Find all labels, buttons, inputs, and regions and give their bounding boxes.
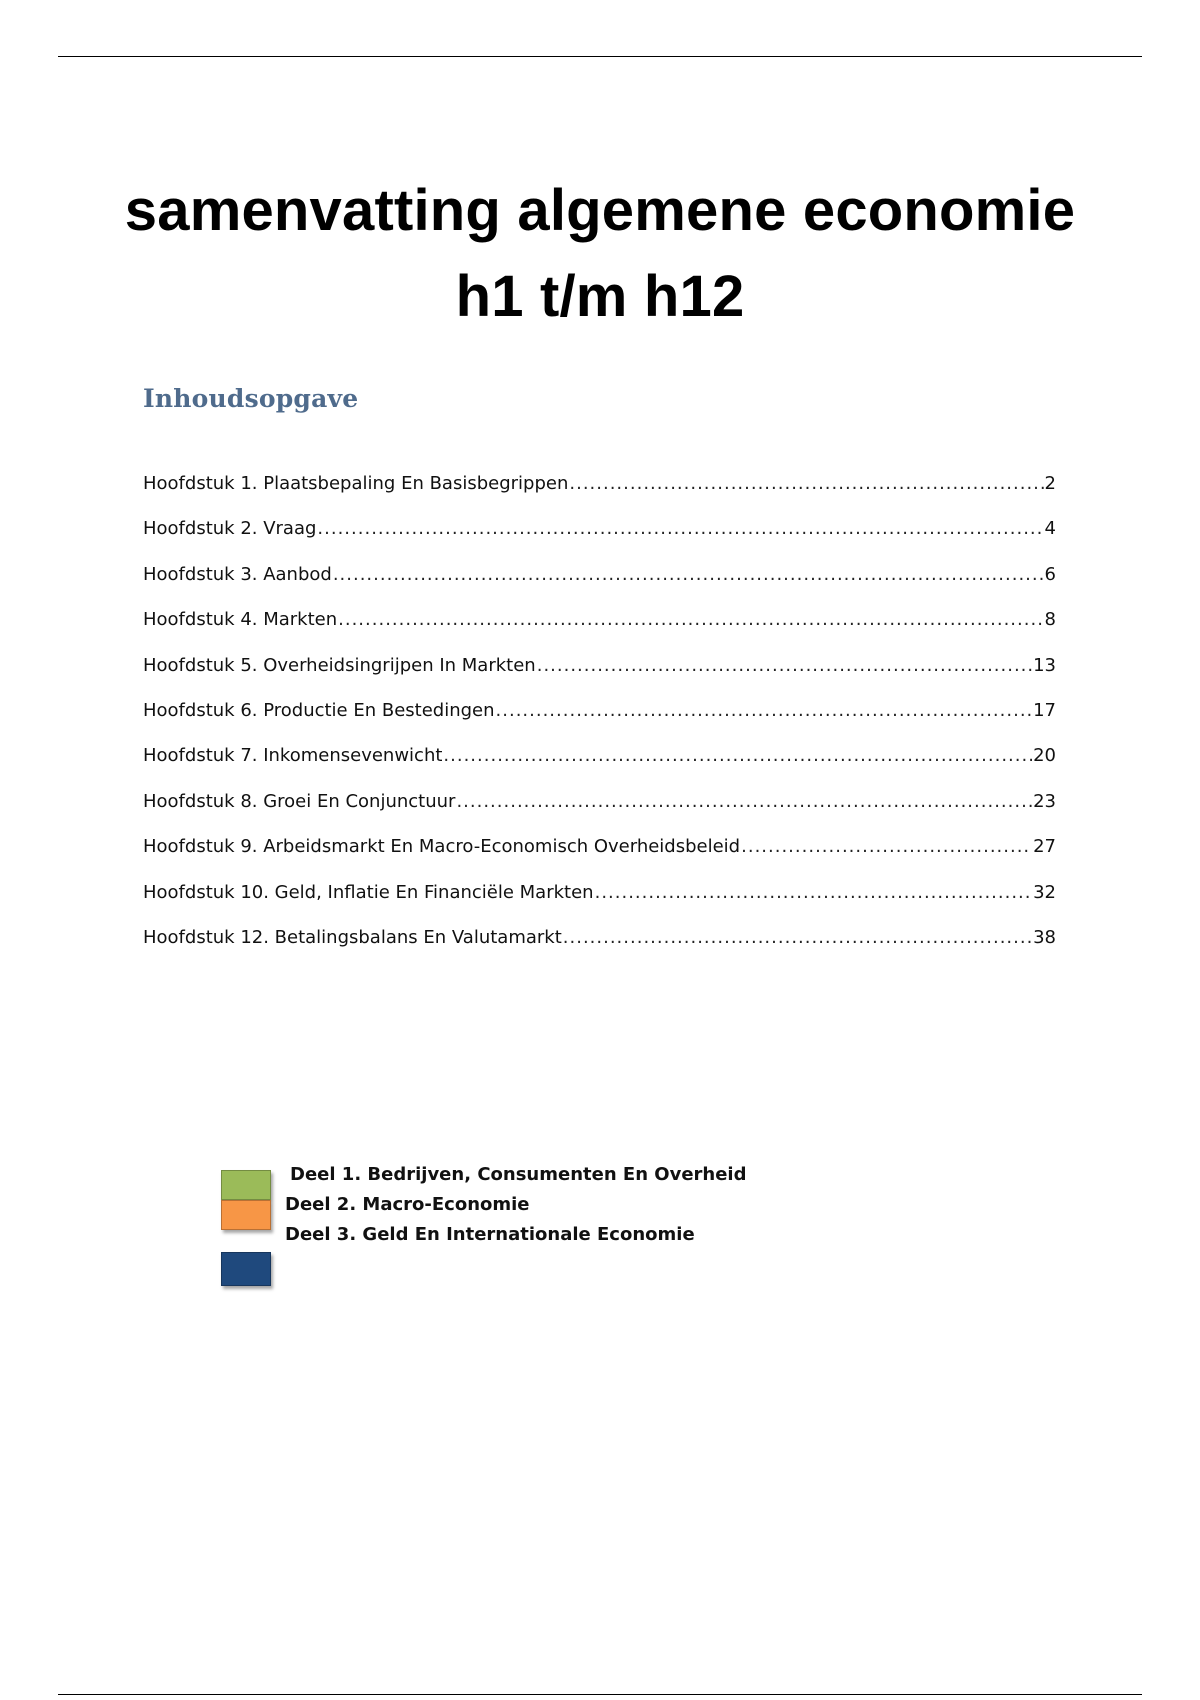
toc-entry-label: Hoofdstuk 10. Geld, Inflatie En Financiële Markten (143, 881, 594, 903)
header-rule (58, 56, 1142, 57)
toc-entry-label: Hoofdstuk 3. Aanbod (143, 563, 332, 585)
toc-dot-leader (333, 561, 1044, 589)
toc-entry-page-number: 27 (1033, 836, 1056, 858)
toc-entry-page-number: 32 (1033, 881, 1056, 903)
toc-entry-page-number: 20 (1033, 745, 1056, 767)
legend-swatch-deel-2 (221, 1200, 271, 1230)
toc-entry[interactable] (143, 742, 1056, 770)
toc-dot-leader (563, 924, 1032, 952)
toc-entry-page-number: 6 (1044, 563, 1056, 585)
toc-entry-label: Hoofdstuk 12. Betalingsbalans En Valutamarkt (143, 927, 562, 948)
toc-entry-page-number: 4 (1044, 518, 1056, 540)
toc-entry[interactable] (143, 606, 1056, 634)
toc-entry-label: Hoofdstuk 6. Productie En Bestedingen (143, 700, 495, 721)
toc-dot-leader (443, 742, 1032, 770)
document-title (60, 168, 1140, 340)
toc-entry[interactable] (143, 697, 1056, 725)
toc-entry[interactable] (143, 470, 1056, 498)
legend-swatch-deel-3 (221, 1252, 271, 1286)
toc-dot-leader (537, 652, 1032, 680)
legend-label-deel-3: Deel 3. Geld En Internationale Economie (285, 1224, 695, 1245)
toc-heading: Inhoudsopgave (143, 384, 359, 413)
toc-dot-leader (496, 697, 1033, 725)
toc-entry[interactable] (143, 652, 1056, 680)
toc-entry-label: Hoofdstuk 9. Arbeidsmarkt En Macro-Economisch Overheidsbeleid (143, 836, 741, 858)
toc-entry[interactable] (143, 788, 1056, 816)
toc-dot-leader (741, 833, 1032, 861)
toc-dot-leader (317, 515, 1043, 543)
toc-entry-label: Hoofdstuk 5. Overheidsingrijpen In Markten (143, 654, 536, 676)
toc-entry-label: Hoofdstuk 7. Inkomensevenwicht (143, 745, 443, 767)
title-line-2: h1 t/m h12 (455, 264, 745, 329)
toc-entry-label: Hoofdstuk 1. Plaatsbepaling En Basisbegrippen (143, 473, 569, 494)
toc-dot-leader (595, 879, 1033, 907)
legend-label-deel-1: Deel 1. Bedrijven, Consumenten En Overheid (290, 1164, 747, 1185)
legend-swatch-deel-1 (221, 1170, 271, 1200)
toc-entry[interactable] (143, 515, 1056, 543)
toc-dot-leader (456, 788, 1032, 816)
toc-entry-page-number: 17 (1033, 700, 1056, 721)
toc-entry-page-number: 38 (1033, 927, 1056, 948)
toc-entry[interactable] (143, 561, 1056, 589)
title-line-1: samenvatting algemene economie (124, 178, 1076, 243)
toc-entry[interactable] (143, 924, 1056, 952)
toc-dot-leader (569, 470, 1043, 498)
toc-entry[interactable] (143, 879, 1056, 907)
toc-entry-page-number: 13 (1033, 654, 1056, 676)
legend-label-deel-2: Deel 2. Macro-Economie (285, 1194, 530, 1215)
toc-entry-page-number: 23 (1033, 790, 1056, 812)
footer-rule (58, 1694, 1142, 1695)
color-legend (221, 1148, 781, 1288)
toc-entry-label: Hoofdstuk 4. Markten (143, 609, 338, 631)
toc-entry-page-number: 2 (1044, 473, 1056, 494)
toc-entry-label: Hoofdstuk 8. Groei En Conjunctuur (143, 790, 456, 812)
toc-entry[interactable] (143, 833, 1056, 861)
toc-dot-leader (338, 606, 1043, 634)
toc-entry-page-number: 8 (1044, 609, 1056, 631)
toc-entry-label: Hoofdstuk 2. Vraag (143, 518, 317, 540)
